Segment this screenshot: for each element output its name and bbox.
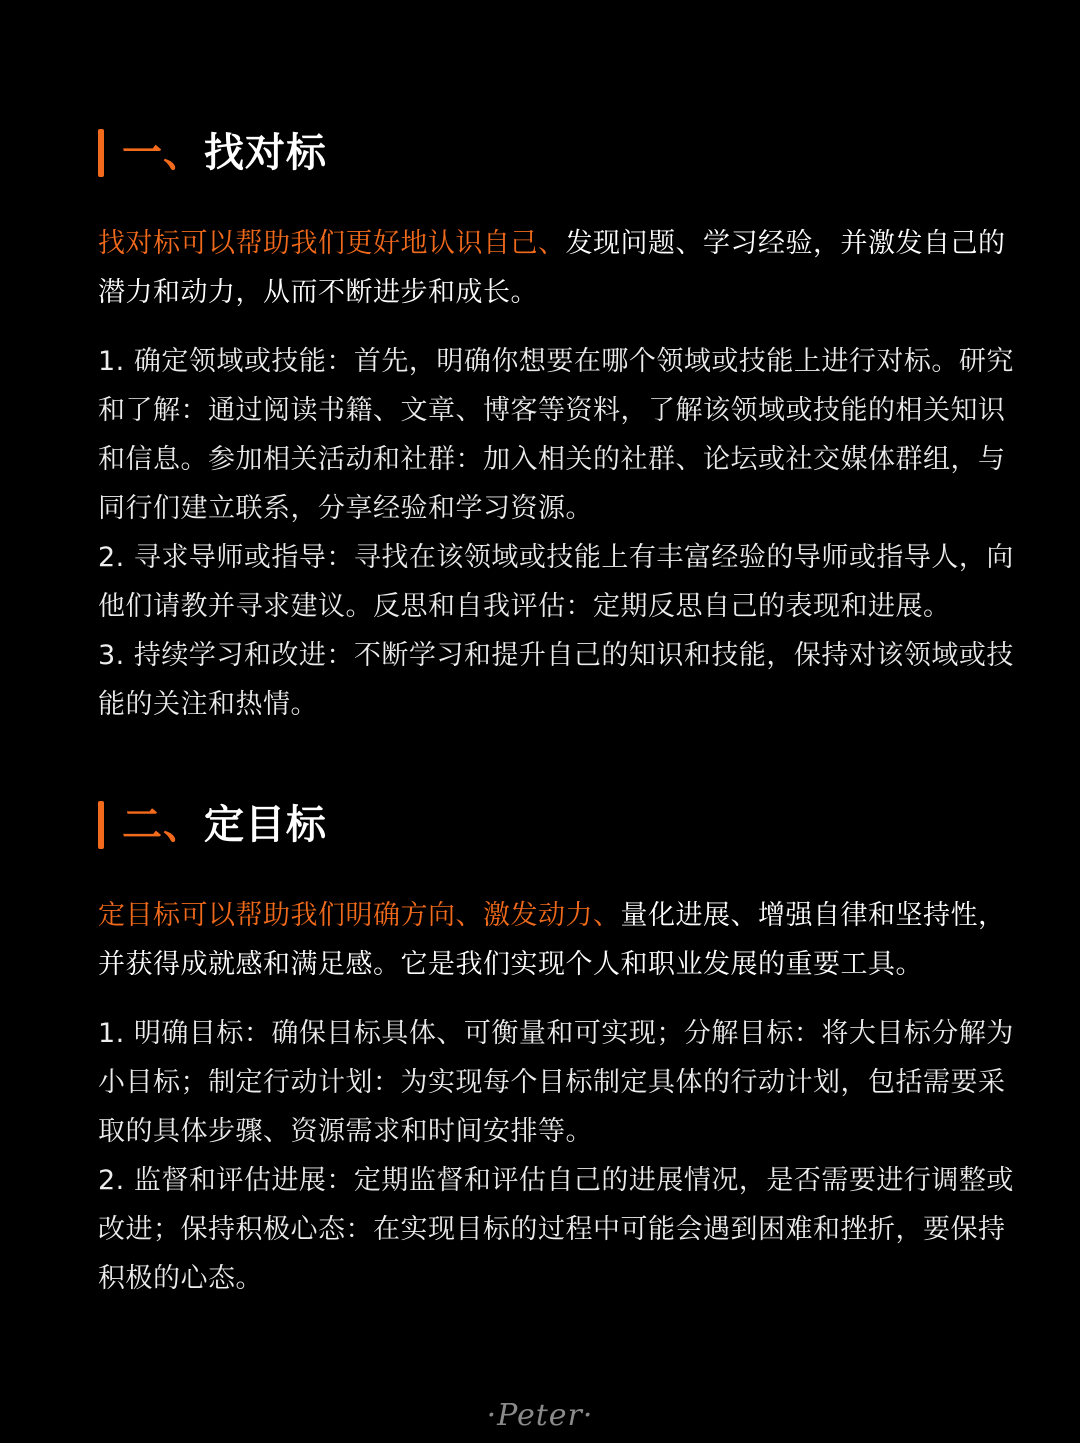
heading-title: [122, 798, 327, 852]
list-item: 1. 确定领域或技能：首先，明确你想要在哪个领域或技能上进行对标。研究和了解：通过阅读书籍、文章、博客等资料，了解该领域或技能的相关知识和信息。参加相关活动和社群：加入相关的社群、论坛或社交媒体群组，与同行们建立联系，分享经验和学习资源。: [98, 346, 1014, 524]
intro-rest: 发现问题、学习经验，并激发自己的潜力和动力，从而不断进步和成长。: [98, 228, 1006, 308]
section-intro: [98, 891, 1028, 989]
section-heading: [98, 798, 1028, 852]
author-signature: ·Peter·: [486, 1398, 594, 1433]
heading-prefix: 一、: [122, 130, 204, 176]
heading-title: [122, 126, 327, 180]
list-item: 3. 持续学习和改进：不断学习和提升自己的知识和技能，保持对该领域或技能的关注和热情。: [98, 640, 1014, 720]
section-body: [98, 1009, 1028, 1303]
heading-main: 找对标: [204, 130, 327, 176]
section-intro: [98, 219, 1028, 317]
section-heading: [98, 126, 1028, 180]
intro-highlight: 找对标可以帮助我们更好地认识自己、: [98, 228, 566, 259]
heading-accent-bar: [98, 801, 104, 849]
section-set-goals: [98, 798, 1028, 1303]
intro-highlight: 定目标可以帮助我们明确方向、激发动力、: [98, 900, 621, 931]
heading-main: 定目标: [204, 802, 327, 848]
section-find-benchmark: [98, 126, 1028, 729]
heading-accent-bar: [98, 129, 104, 177]
list-item: 1. 明确目标：确保目标具体、可衡量和可实现；分解目标：将大目标分解为小目标；制定行动计划：为实现每个目标制定具体的行动计划，包括需要采取的具体步骤、资源需求和时间安排等。: [98, 1018, 1014, 1147]
list-item: 2. 监督和评估进展：定期监督和评估自己的进展情况，是否需要进行调整或改进；保持积极心态：在实现目标的过程中可能会遇到困难和挫折，要保持积极的心态。: [98, 1165, 1014, 1294]
intro-rest: 量化进展、增强自律和坚持性，并获得成就感和满足感。它是我们实现个人和职业发展的重要工具。: [98, 900, 1006, 980]
heading-prefix: 二、: [122, 802, 204, 848]
section-body: [98, 337, 1028, 729]
list-item: 2. 寻求导师或指导：寻找在该领域或技能上有丰富经验的导师或指导人，向他们请教并寻求建议。反思和自我评估：定期反思自己的表现和进展。: [98, 542, 1014, 622]
